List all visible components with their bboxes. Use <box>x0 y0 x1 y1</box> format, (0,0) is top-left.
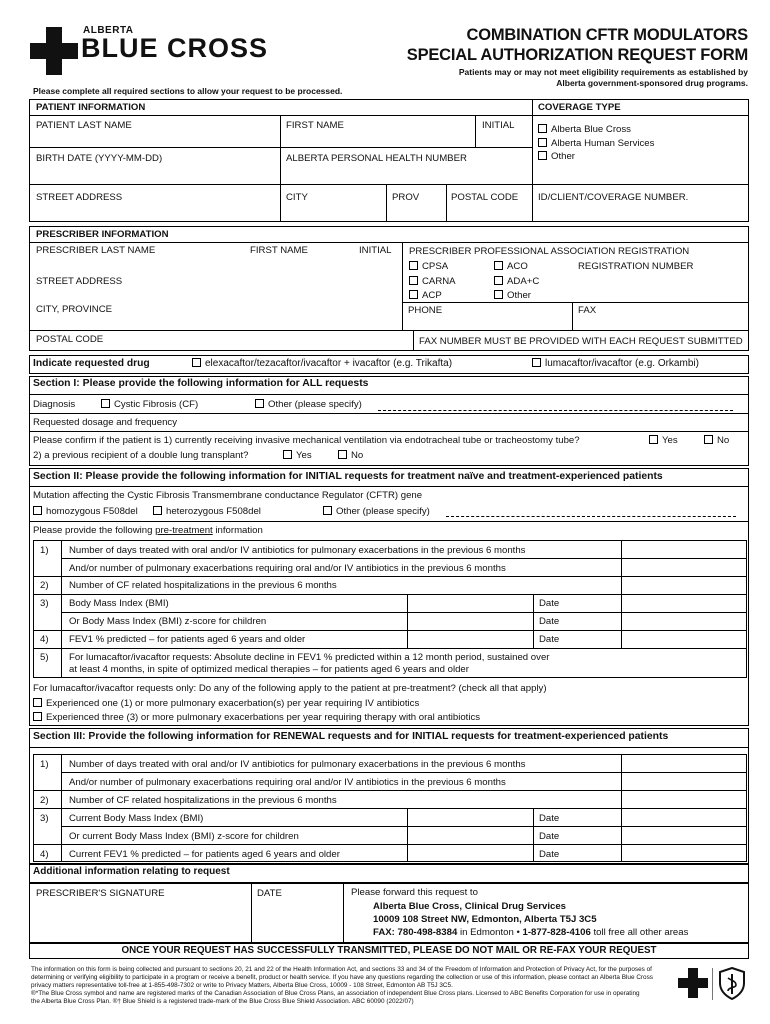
footer-line-5: the Alberta Blue Cross Plan. ®† Blue Shield is a registered trade-mark of the Blue Cross Blue Shield Association. ABC 60090 (2022/07) <box>31 998 414 1005</box>
eligibility-note-1: Patients may or may not meet eligibility requirements as established by <box>458 67 748 77</box>
renewal-antibiotic-days-label[interactable]: Number of days treated with oral and/or IV antibiotics for pulmonary exacerbations in the previous 6 months <box>69 759 526 770</box>
forward-line-2: 10009 108 Street NW, Edmonton, Alberta T5J 3C5 <box>373 914 597 925</box>
blue-cross-icon <box>30 27 78 75</box>
diagnosis-label: Diagnosis <box>33 399 76 410</box>
coverage-option-abc[interactable]: Alberta Blue Cross <box>538 124 631 136</box>
renewal-bmi-label[interactable]: Current Body Mass Index (BMI) <box>69 813 204 824</box>
drug-label: Indicate requested drug <box>33 358 150 369</box>
footer-line-3: privacy matters representative toll-free at 1-855-498-7302 or write to Privacy Matters, Alberta Blue Cross, 10009 - 108 Street, Edmonton AB T5J 3C5. <box>31 982 453 989</box>
fev1-decline-label-1[interactable]: For lumacaftor/ivacaftor requests: Absolute decline in FEV1 % predicted within a 12 month period, sustained over <box>69 652 550 663</box>
footer-line-4: ®*The Blue Cross symbol and name are registered marks of the Canadian Association of Blue Cross Plans, an association of independent Blue Cross plans. Licensed to ABC Benefits Corporation for use in operating <box>31 990 640 997</box>
checkbox[interactable] <box>323 506 332 515</box>
brand-top: ALBERTA <box>83 25 134 36</box>
prescriber-street-label[interactable]: STREET ADDRESS <box>36 276 123 287</box>
pre-bmi-date-label[interactable]: Date <box>539 598 560 609</box>
form-title-1: COMBINATION CFTR MODULATORS <box>466 26 748 44</box>
patient-heading: PATIENT INFORMATION <box>36 102 146 113</box>
assoc-other[interactable]: Other <box>494 290 531 302</box>
section-2-heading: Section II: Please provide the following information for INITIAL requests for treatment naïve and treatment-experienced patients <box>33 471 663 482</box>
renewal-bmi-date-label[interactable]: Date <box>539 813 560 824</box>
row-number: 5) <box>40 652 49 663</box>
footer-line-1: The information on this form is being collected and pursuant to sections 20, 21 and 22 of the Health Information Act, and sections 33 and 34 of the Freedom of Information and Protection of Privacy Act, for the purposes of <box>31 966 652 973</box>
pre-exacerbations-label[interactable]: And/or number of pulmonary exacerbations requiring oral and/or IV antibiotics in the previous 6 months <box>69 563 506 574</box>
assoc-aco[interactable]: ACO <box>494 261 528 273</box>
coverage-option-other[interactable]: Other <box>538 151 575 163</box>
checkbox[interactable] <box>649 435 658 444</box>
transmit-banner: ONCE YOUR REQUEST HAS SUCCESSFULLY TRANSMITTED, PLEASE DO NOT MAIL OR RE-FAX YOUR REQUEST <box>121 945 657 956</box>
checkbox[interactable] <box>538 124 547 133</box>
checkbox[interactable] <box>255 399 264 408</box>
row-number: 4) <box>40 634 49 645</box>
brand-main: BLUE CROSS <box>81 33 269 63</box>
birth-date-label[interactable]: BIRTH DATE (YYYY-MM-DD) <box>36 153 163 164</box>
checkbox[interactable] <box>704 435 713 444</box>
form-title-2: SPECIAL AUTHORIZATION REQUEST FORM <box>406 46 748 64</box>
section-3-heading: Section III: Provide the following information for RENEWAL requests and for INITIAL requests for treatment-experienced patients <box>33 731 669 742</box>
checkbox[interactable] <box>532 358 541 367</box>
mutation-heterozygous[interactable]: heterozygous F508del <box>153 506 261 518</box>
patient-prov-label[interactable]: PROV <box>392 192 420 203</box>
drug-option-orkambi[interactable]: lumacaftor/ivacaftor (e.g. Orkambi) <box>532 358 699 370</box>
signature-date-label[interactable]: DATE <box>257 888 282 899</box>
checkbox[interactable] <box>494 261 503 270</box>
checkbox[interactable] <box>101 399 110 408</box>
mutation-label: Mutation affecting the Cystic Fibrosis Transmembrane conductance Regulator (CFTR) gene <box>33 490 423 501</box>
mutation-other-line[interactable] <box>446 516 736 517</box>
patient-street-label[interactable]: STREET ADDRESS <box>36 192 123 203</box>
additional-info-label: Additional information relating to request <box>33 866 230 877</box>
row-number: 3) <box>40 598 49 609</box>
eligibility-note-2: Alberta government-sponsored drug programs. <box>556 78 748 88</box>
fax-note: FAX NUMBER MUST BE PROVIDED WITH EACH REQUEST SUBMITTED <box>419 336 743 347</box>
instructions: Please complete all required sections to allow your request to be processed. <box>33 86 343 96</box>
assoc-cpsa[interactable]: CPSA <box>409 261 448 273</box>
patient-first-name-label[interactable]: FIRST NAME <box>286 120 344 131</box>
drug-option-trikafta[interactable]: elexacaftor/tezacaftor/ivacaftor + ivacaftor (e.g. Trikafta) <box>192 358 452 370</box>
assoc-adac[interactable]: ADA+C <box>494 276 539 288</box>
pre-fev1-date-label[interactable]: Date <box>539 634 560 645</box>
experienced-iv-option[interactable]: Experienced one (1) or more pulmonary exacerbation(s) per year requiring IV antibiotics <box>33 698 419 710</box>
checkbox[interactable] <box>494 276 503 285</box>
checkbox[interactable] <box>538 138 547 147</box>
renewal-fev1-label[interactable]: Current FEV1 % predicted – for patients aged 6 years and older <box>69 849 340 860</box>
ventilation-no[interactable]: No <box>704 435 729 447</box>
renewal-zscore-label[interactable]: Or current Body Mass Index (BMI) z-score for children <box>69 831 299 842</box>
transplant-no[interactable]: No <box>338 450 363 462</box>
checkbox[interactable] <box>283 450 292 459</box>
checkbox[interactable] <box>494 290 503 299</box>
prescriber-heading: PRESCRIBER INFORMATION <box>36 229 169 240</box>
renewal-exacerbations-label[interactable]: And/or number of pulmonary exacerbations requiring oral and/or IV antibiotics in the previous 6 months <box>69 777 506 788</box>
checkbox[interactable] <box>33 712 42 721</box>
row-number: 2) <box>40 795 49 806</box>
footer-line-2: determining or verifying eligibility to participate in a program or receive a benefit, product or health service. If you have any questions regarding the collection or use of this information, please contact an Alberta Blue Cross <box>31 974 654 981</box>
forward-line-1: Alberta Blue Cross, Clinical Drug Services <box>373 901 567 912</box>
checkbox[interactable] <box>538 151 547 160</box>
diagnosis-other-option[interactable]: Other (please specify) <box>255 399 362 411</box>
mutation-homozygous[interactable]: homozygous F508del <box>33 506 138 518</box>
pre-bmi-label[interactable]: Body Mass Index (BMI) <box>69 598 169 609</box>
fev1-decline-label-2[interactable]: at least 4 months, in spite of optimized medical therapies – for patients aged 6 years and older <box>69 664 469 675</box>
fax-label[interactable]: FAX <box>578 305 597 316</box>
dosage-label[interactable]: Requested dosage and frequency <box>33 417 178 428</box>
mutation-other[interactable]: Other (please specify) <box>323 506 430 518</box>
assoc-acp[interactable]: ACP <box>409 290 442 302</box>
row-number: 4) <box>40 849 49 860</box>
renewal-zscore-date-label[interactable]: Date <box>539 831 560 842</box>
checkbox[interactable] <box>338 450 347 459</box>
phone-label[interactable]: PHONE <box>408 305 443 316</box>
row-number: 1) <box>40 759 49 770</box>
transplant-yes[interactable]: Yes <box>283 450 312 462</box>
patient-city-label[interactable]: CITY <box>286 192 308 203</box>
pre-bmi-zscore-label[interactable]: Or Body Mass Index (BMI) z-score for children <box>69 616 267 627</box>
pre-zscore-date-label[interactable]: Date <box>539 616 560 627</box>
confirm-question-2: 2) a previous recipient of a double lung transplant? <box>33 450 249 461</box>
diagnosis-cf-option[interactable]: Cystic Fibrosis (CF) <box>101 399 198 411</box>
diagnosis-other-line[interactable] <box>378 410 733 411</box>
patient-initial-label[interactable]: INITIAL <box>482 120 515 131</box>
section-1-heading: Section I: Please provide the following information for ALL requests <box>33 378 369 389</box>
health-number-label[interactable]: ALBERTA PERSONAL HEALTH NUMBER <box>286 153 467 164</box>
blue-shield-icon <box>718 967 746 1000</box>
ventilation-yes[interactable]: Yes <box>649 435 678 447</box>
coverage-id-label[interactable]: ID/CLIENT/COVERAGE NUMBER. <box>538 192 689 203</box>
association-heading: PRESCRIBER PROFESSIONAL ASSOCIATION REGISTRATION <box>409 246 690 257</box>
assoc-carna[interactable]: CARNA <box>409 276 456 288</box>
row-number: 1) <box>40 545 49 556</box>
confirm-question-1: Please confirm if the patient is 1) currently receiving invasive mechanical ventilation via endotracheal tube or tracheostomy tube? <box>33 435 580 446</box>
row-number: 2) <box>40 580 49 591</box>
prescriber-last-name-label[interactable]: PRESCRIBER LAST NAME <box>36 245 156 256</box>
checkbox[interactable] <box>153 506 162 515</box>
lumacaftor-question: For lumacaftor/ivacaftor requests only: Do any of the following apply to the patient at pre-treatment? (check all that apply) <box>33 683 547 694</box>
prescriber-initial-label[interactable]: INITIAL <box>359 245 392 256</box>
pre-fev1-label[interactable]: FEV1 % predicted – for patients aged 6 years and older <box>69 634 306 645</box>
footer-cross-icon <box>678 968 708 998</box>
checkbox[interactable] <box>409 290 418 299</box>
checkbox[interactable] <box>33 506 42 515</box>
prescriber-postal-label[interactable]: POSTAL CODE <box>36 334 104 345</box>
signature-label[interactable]: PRESCRIBER'S SIGNATURE <box>36 888 165 899</box>
forward-intro: Please forward this request to <box>351 887 478 898</box>
renewal-fev1-date-label[interactable]: Date <box>539 849 560 860</box>
prescriber-first-name-label[interactable]: FIRST NAME <box>250 245 308 256</box>
pre-hospitalizations-label[interactable]: Number of CF related hospitalizations in the previous 6 months <box>69 580 337 591</box>
checkbox[interactable] <box>409 276 418 285</box>
experienced-oral-option[interactable]: Experienced three (3) or more pulmonary exacerbations per year requiring therapy with oral antibiotics <box>33 712 480 724</box>
checkbox[interactable] <box>192 358 201 367</box>
coverage-heading: COVERAGE TYPE <box>538 102 621 113</box>
checkbox[interactable] <box>33 698 42 707</box>
row-number: 3) <box>40 813 49 824</box>
pretreatment-label: Please provide the following pre-treatment information <box>33 525 263 536</box>
patient-postal-label[interactable]: POSTAL CODE <box>451 192 519 203</box>
patient-last-name-label[interactable]: PATIENT LAST NAME <box>36 120 132 131</box>
renewal-hospitalizations-label[interactable]: Number of CF related hospitalizations in the previous 6 months <box>69 795 337 806</box>
registration-number-label[interactable]: REGISTRATION NUMBER <box>578 261 694 272</box>
prescriber-city-label[interactable]: CITY, PROVINCE <box>36 304 113 315</box>
forward-fax-line: FAX: 780-498-8384 in Edmonton • 1-877-828-4106 toll free all other areas <box>373 927 689 938</box>
pre-antibiotic-days-label[interactable]: Number of days treated with oral and/or IV antibiotics for pulmonary exacerbations in the previous 6 months <box>69 545 526 556</box>
coverage-option-ahs[interactable]: Alberta Human Services <box>538 138 654 150</box>
checkbox[interactable] <box>409 261 418 270</box>
